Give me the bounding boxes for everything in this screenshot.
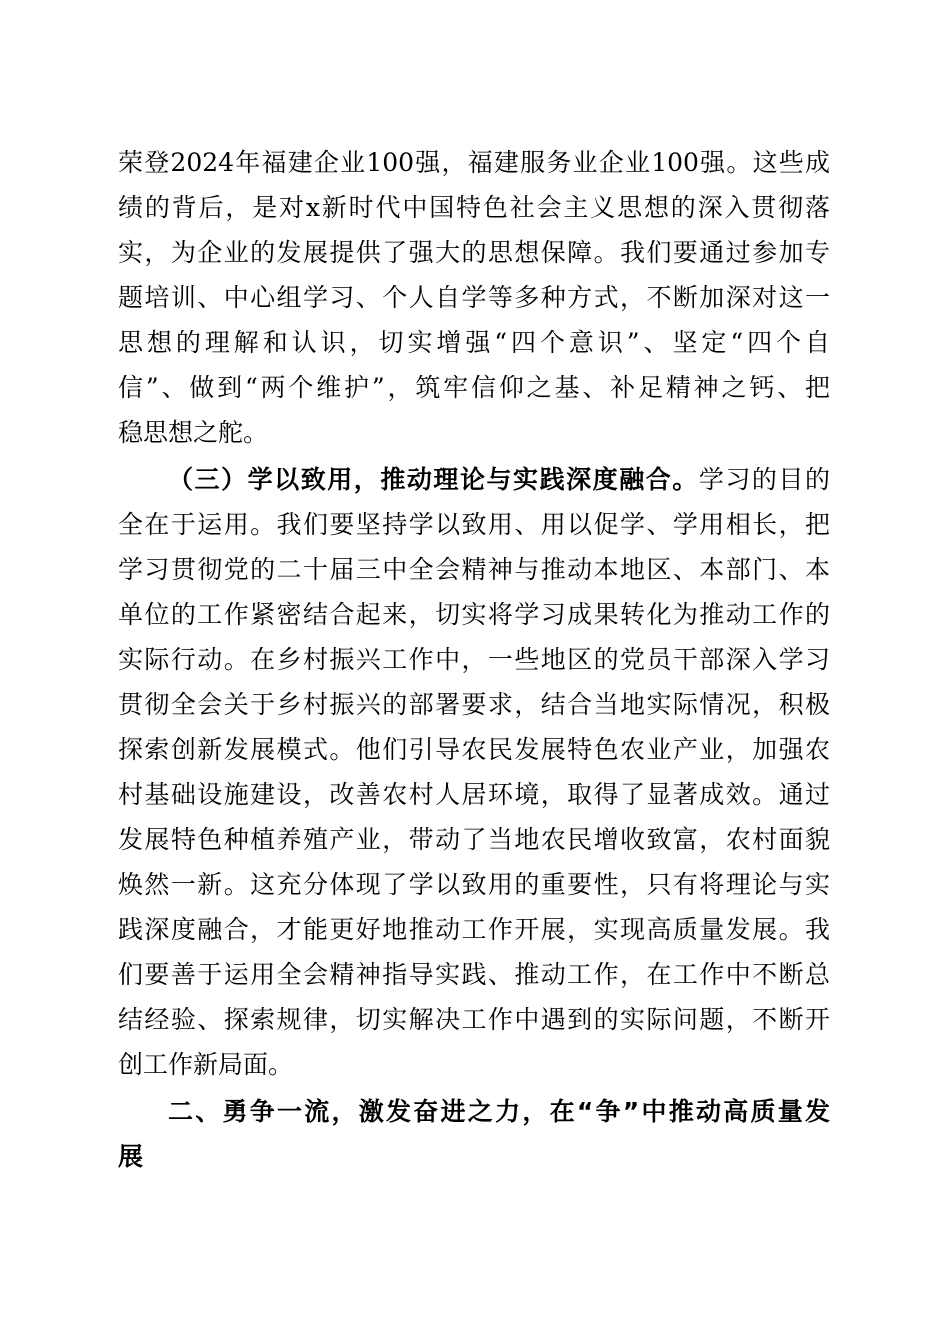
text-line: 贯彻全会关于乡村振兴的部署要求，结合当地实际情况，积极 bbox=[118, 690, 830, 719]
text-line: 实，为企业的发展提供了强大的思想保障。我们要通过参加专 bbox=[118, 238, 830, 267]
text-line: 实际行动。在乡村振兴工作中，一些地区的党员干部深入学习 bbox=[118, 645, 830, 674]
text-line: 绩的背后，是对x新时代中国特色社会主义思想的深入贯彻落 bbox=[118, 193, 830, 222]
text-line: 稳思想之舵。 bbox=[118, 418, 269, 447]
text-line: 学习贯彻党的二十届三中全会精神与推动本地区、本部门、本 bbox=[118, 555, 830, 584]
paragraph-ideology bbox=[118, 140, 830, 455]
section-heading-line: 二、勇争一流，激发奋进之力，在“争”中推动高质量发 bbox=[168, 1097, 830, 1126]
text-line: 全在于运用。我们要坚持学以致用、用以促学、学用相长，把 bbox=[118, 510, 830, 539]
section-heading-line: 展 bbox=[118, 1142, 144, 1171]
subsection-heading: （三）学以致用，推动理论与实践深度融合。 bbox=[168, 465, 699, 494]
text-line: 荣登2024年福建企业100强，福建服务业企业100强。这些成 bbox=[118, 148, 830, 177]
text-run: 学习的目的 bbox=[698, 465, 830, 494]
paragraph-first-line bbox=[118, 457, 830, 502]
document-body bbox=[118, 140, 830, 1179]
text-line: 信”、做到“两个维护”，筑牢信仰之基、补足精神之钙、把 bbox=[118, 373, 830, 402]
text-line: 单位的工作紧密结合起来，切实将学习成果转化为推动工作的 bbox=[118, 600, 830, 629]
text-line: 发展特色种植养殖产业，带动了当地农民增收致富，农村面貌 bbox=[118, 825, 830, 854]
text-line: 焕然一新。这充分体现了学以致用的重要性，只有将理论与实 bbox=[118, 870, 830, 899]
text-line: 思想的理解和认识，切实增强“四个意识”、坚定“四个自 bbox=[118, 328, 830, 357]
text-line: 村基础设施建设，改善农村人居环境，取得了显著成效。通过 bbox=[118, 780, 830, 809]
text-line: 结经验、探索规律，切实解决工作中遇到的实际问题，不断开 bbox=[118, 1005, 830, 1034]
paragraph-apply-learning bbox=[118, 457, 830, 1087]
text-line: 探索创新发展模式。他们引导农民发展特色农业产业，加强农 bbox=[118, 735, 830, 764]
text-line: 们要善于运用全会精神指导实践、推动工作，在工作中不断总 bbox=[118, 960, 830, 989]
text-line: 践深度融合，才能更好地推动工作开展，实现高质量发展。我 bbox=[118, 915, 830, 944]
text-line: 创工作新局面。 bbox=[118, 1050, 294, 1079]
text-line: 题培训、中心组学习、个人自学等多种方式，不断加深对这一 bbox=[118, 283, 830, 312]
section-heading bbox=[118, 1089, 830, 1179]
